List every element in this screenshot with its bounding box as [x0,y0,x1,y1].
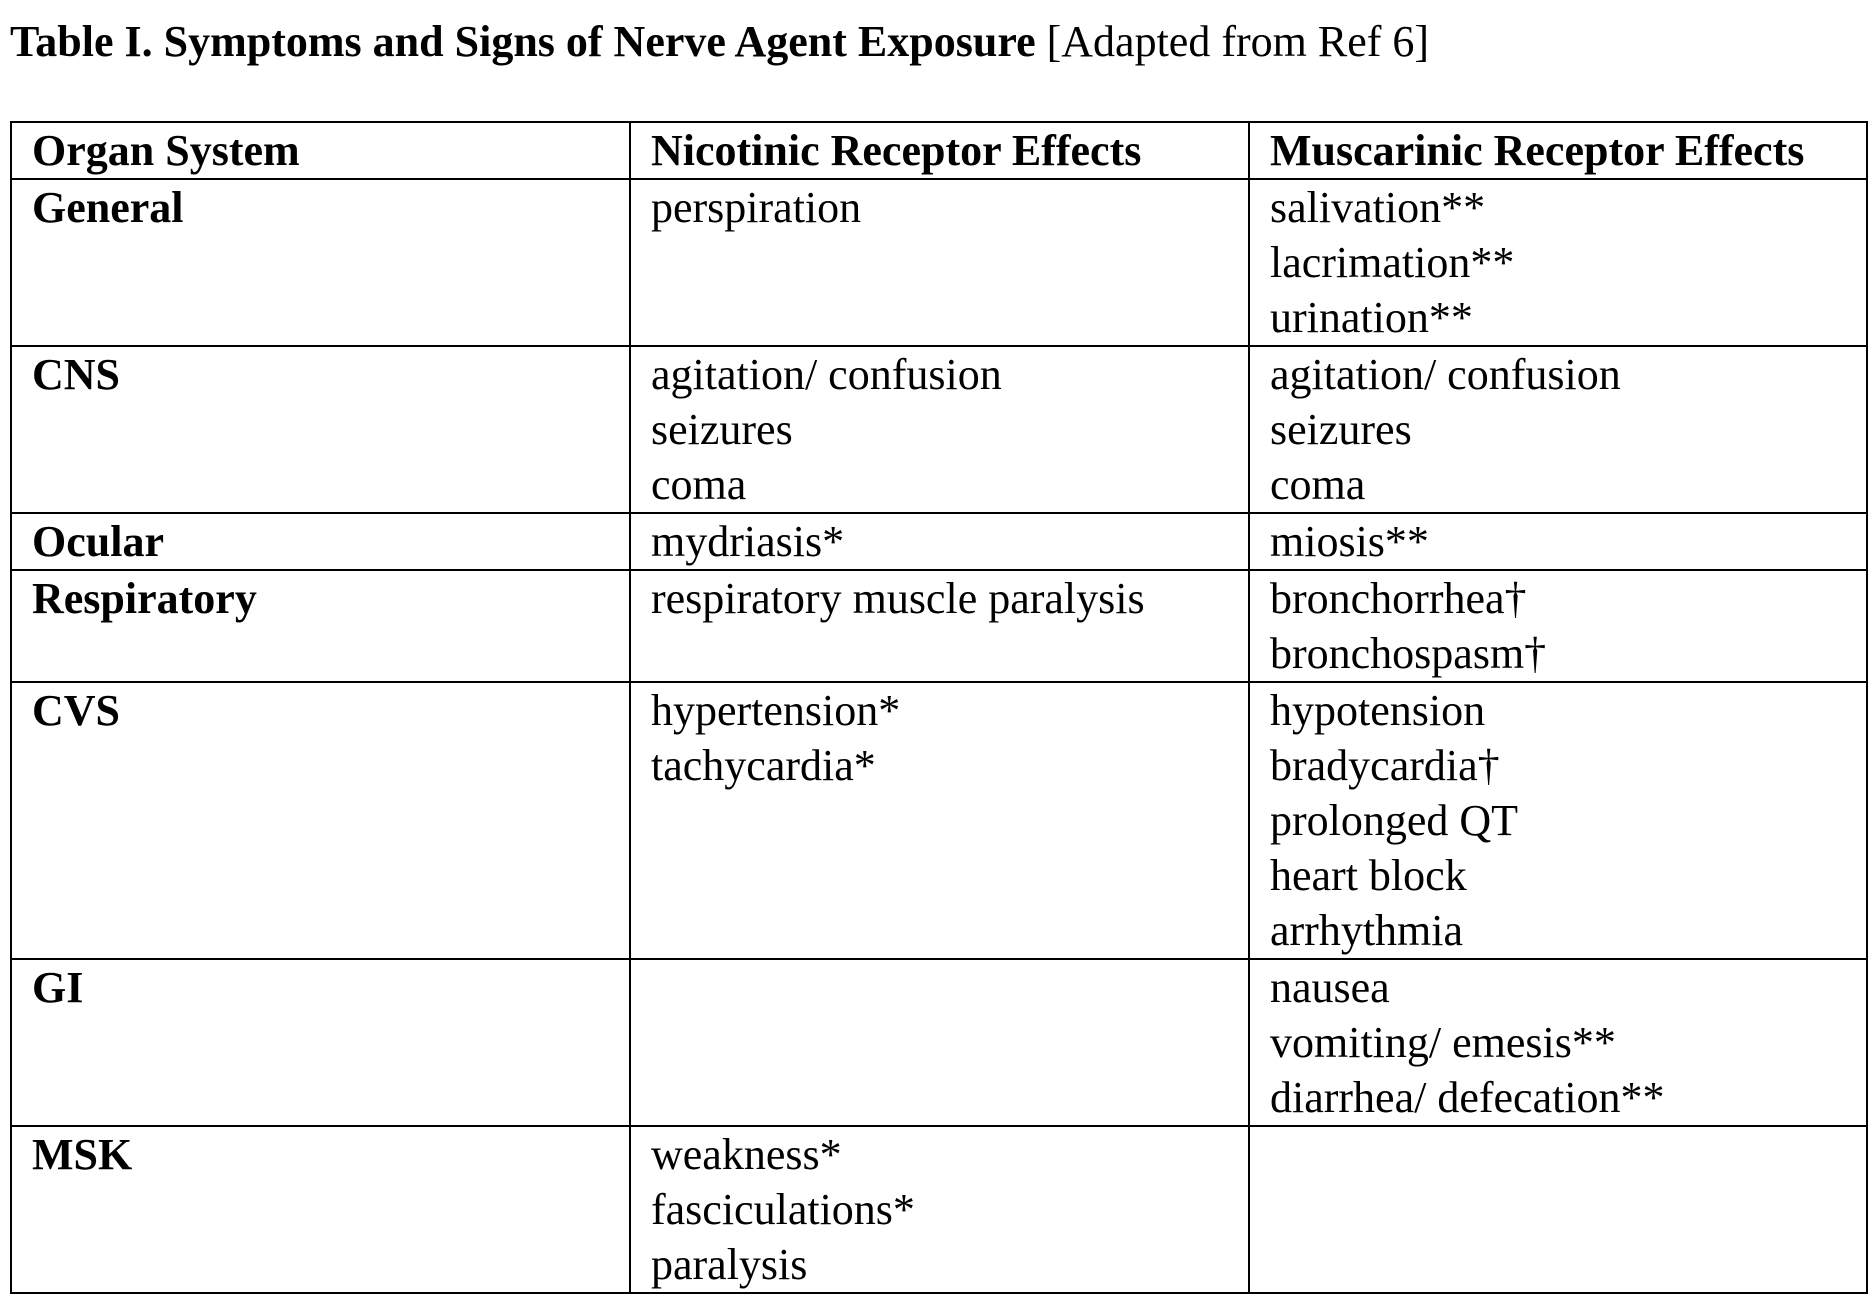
organ-system-cell: CVS [11,682,630,959]
effect-item: bronchospasm† [1270,629,1547,678]
nicotinic-cell [630,570,1249,682]
header-muscarinic: Muscarinic Receptor Effects [1249,122,1867,179]
effect-item: bronchorrhea† [1270,574,1527,623]
organ-system-cell: GI [11,959,630,1126]
symptoms-table [10,121,1868,1294]
organ-system-cell: General [11,179,630,346]
nicotinic-cell [630,179,1249,346]
muscarinic-cell [1249,513,1867,570]
effect-item: bradycardia† [1270,741,1500,790]
header-organ-system: Organ System [11,122,630,179]
effect-item: diarrhea/ defecation** [1270,1073,1665,1122]
organ-system-cell: Respiratory [11,570,630,682]
effect-item: fasciculations* [651,1185,915,1234]
effect-item: lacrimation** [1270,238,1515,287]
effect-item: coma [651,460,747,509]
caption-source: [Adapted from Ref 6] [1035,17,1430,66]
effect-item: hypotension [1270,686,1486,735]
muscarinic-cell [1249,570,1867,682]
effect-item: hypertension* [651,686,901,735]
muscarinic-cell [1249,682,1867,959]
table-row [11,179,1867,346]
header-row [11,122,1867,179]
nicotinic-cell [630,346,1249,513]
effect-item: seizures [1270,405,1412,454]
effect-item: prolonged QT [1270,796,1519,845]
organ-system-cell: CNS [11,346,630,513]
table-caption [10,14,1429,70]
header-nicotinic: Nicotinic Receptor Effects [630,122,1249,179]
table-row [11,570,1867,682]
effect-item: nausea [1270,963,1390,1012]
effect-item: agitation/ confusion [651,350,1002,399]
caption-title: Table I. Symptoms and Signs of Nerve Agent Exposure [10,17,1036,66]
effect-item: tachycardia* [651,741,876,790]
table-row [11,346,1867,513]
effect-item: respiratory muscle paralysis [651,574,1145,623]
table-row [11,682,1867,959]
table-row [11,513,1867,570]
table-row [11,959,1867,1126]
effect-item: salivation** [1270,183,1486,232]
muscarinic-cell [1249,1126,1867,1293]
effect-item: urination** [1270,293,1473,342]
nicotinic-cell [630,959,1249,1126]
effect-item: perspiration [651,183,862,232]
muscarinic-cell [1249,179,1867,346]
effect-item: weakness* [651,1130,842,1179]
effect-item: seizures [651,405,793,454]
table-row [11,1126,1867,1293]
effect-item: vomiting/ emesis** [1270,1018,1616,1067]
effect-item: heart block [1270,851,1467,900]
nicotinic-cell [630,513,1249,570]
effect-item: paralysis [651,1240,808,1289]
effect-item: coma [1270,460,1366,509]
effect-item: arrhythmia [1270,906,1464,955]
nicotinic-cell [630,682,1249,959]
organ-system-cell: Ocular [11,513,630,570]
muscarinic-cell [1249,959,1867,1126]
muscarinic-cell [1249,346,1867,513]
effect-item: mydriasis* [651,517,845,566]
organ-system-cell: MSK [11,1126,630,1293]
nicotinic-cell [630,1126,1249,1293]
effect-item: agitation/ confusion [1270,350,1621,399]
effect-item: miosis** [1270,517,1429,566]
